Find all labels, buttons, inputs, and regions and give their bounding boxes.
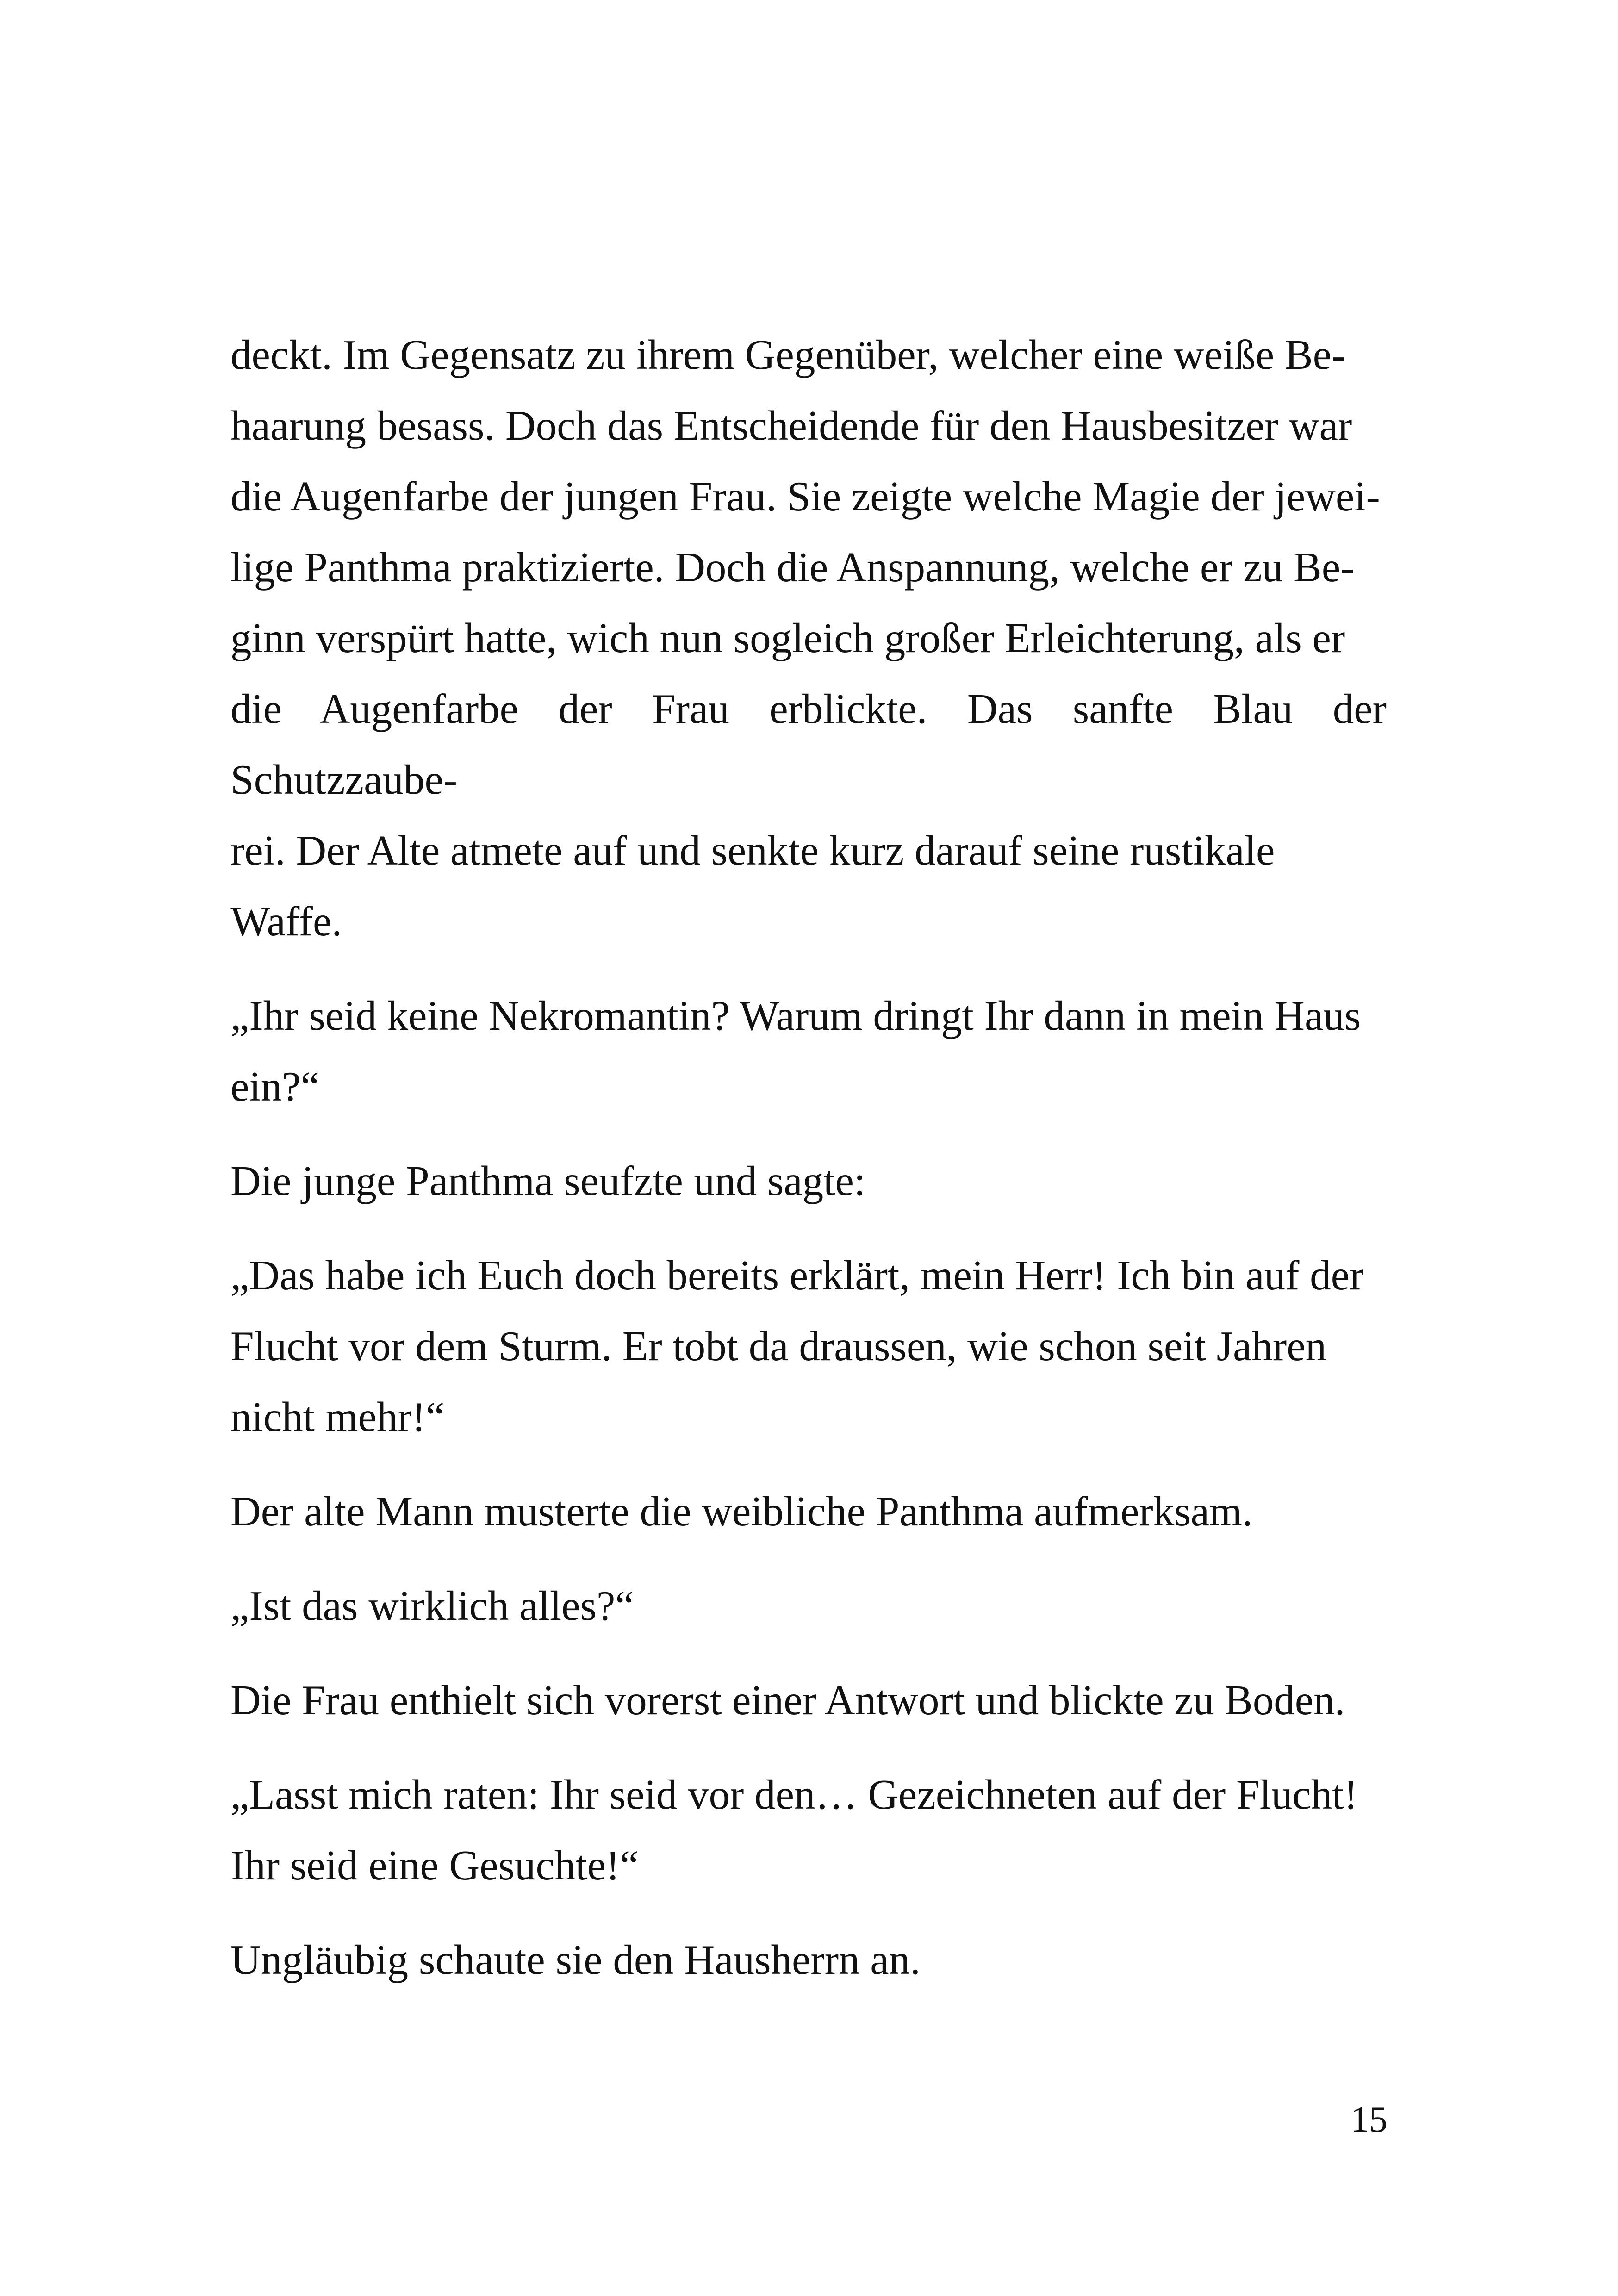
paragraph-7: Die Frau enthielt sich vorerst einer Antwort und blickte zu Boden.	[230, 1677, 1345, 1724]
paragraph-4: „Das habe ich Euch doch bereits erklärt, mein Herr! Ich bin auf der Flucht vor dem Sturm. Er tobt da draussen, wie schon seit Jahren nicht mehr!“	[230, 1252, 1364, 1440]
paragraph-6: „Ist das wirklich alles?“	[230, 1582, 634, 1629]
paragraph-9: Ungläubig schaute sie den Hausherrn an.	[230, 1936, 921, 1983]
page-number: 15	[1350, 2099, 1388, 2140]
body-text	[230, 319, 1387, 2019]
paragraph-3: Die junge Panthma seufzte und sagte:	[230, 1157, 866, 1204]
paragraph-8: „Lasst mich raten: Ihr seid vor den… Gezeichneten auf der Flucht! Ihr seid eine Gesuchte!“	[230, 1771, 1358, 1889]
paragraph-5: Der alte Mann musterte die weibliche Panthma aufmerksam.	[230, 1488, 1253, 1535]
paragraph-2: „Ihr seid keine Nekromantin? Warum dringt Ihr dann in mein Haus ein?“	[230, 992, 1361, 1110]
paragraph-1: deckt. Im Gegensatz zu ihrem Gegenüber, welcher eine weiße Be- haarung besass. Doch das Entscheidende für den Hausbesitzer war die Augenfarbe der jungen Frau. Sie zeigte welche Magie der jewei- lige Panthma praktizierte. Doch die Anspannung, welche er zu Be- ginn verspürt hatte, wich nun sogleich großer Erleichterung, als er die Augenfarbe der Frau erblickte. Das sanfte Blau der Schutzzaube- rei. Der Alte atmete auf und senkte kurz darauf seine rustikale Waffe.	[230, 331, 1387, 945]
